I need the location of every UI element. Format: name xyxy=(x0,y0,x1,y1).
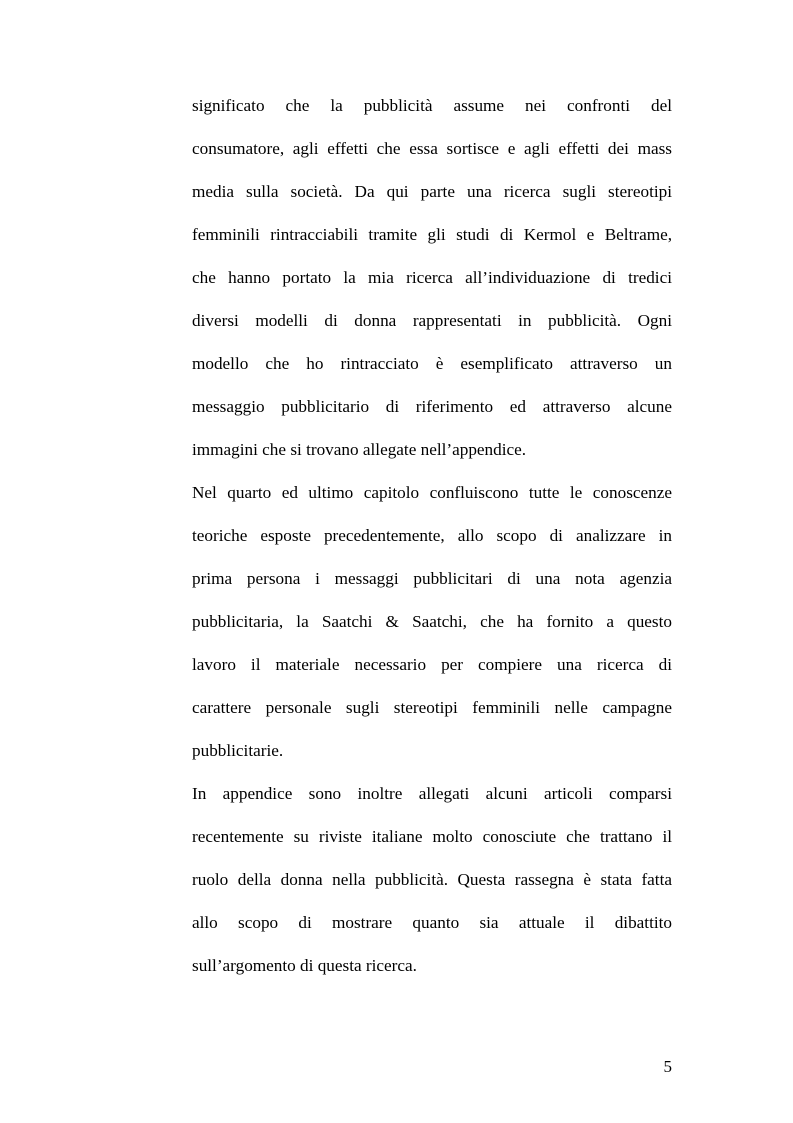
text-line: In appendice sono inoltre allegati alcuni articoli comparsi xyxy=(192,784,672,803)
text-line: diversi modelli di donna rappresentati in pubblicità. Ogni xyxy=(192,311,672,330)
text-line: teoriche esposte precedentemente, allo scopo di analizzare in xyxy=(192,526,672,545)
text-line: modello che ho rintracciato è esemplificato attraverso un xyxy=(192,354,672,373)
text-line: media sulla società. Da qui parte una ricerca sugli stereotipi xyxy=(192,182,672,201)
text-line: ruolo della donna nella pubblicità. Questa rassegna è stata fatta xyxy=(192,870,672,889)
text-line: lavoro il materiale necessario per compiere una ricerca di xyxy=(192,655,672,674)
text-line: che hanno portato la mia ricerca all’individuazione di tredici xyxy=(192,268,672,287)
text-line: messaggio pubblicitario di riferimento ed attraverso alcune xyxy=(192,397,672,416)
text-line: pubblicitarie. xyxy=(192,741,284,760)
text-line: carattere personale sugli stereotipi femminili nelle campagne xyxy=(192,698,672,717)
text-line: allo scopo di mostrare quanto sia attuale il dibattito xyxy=(192,913,672,932)
text-line: sull’argomento di questa ricerca. xyxy=(192,956,417,975)
text-line: femminili rintracciabili tramite gli studi di Kermol e Beltrame, xyxy=(192,225,672,244)
text-line: pubblicitaria, la Saatchi & Saatchi, che ha fornito a questo xyxy=(192,612,672,631)
text-line: recentemente su riviste italiane molto conosciute che trattano il xyxy=(192,827,672,846)
text-line: prima persona i messaggi pubblicitari di una nota agenzia xyxy=(192,569,672,588)
page-number: 5 xyxy=(663,1057,672,1076)
text-line: Nel quarto ed ultimo capitolo confluiscono tutte le conoscenze xyxy=(192,483,672,502)
text-line: immagini che si trovano allegate nell’appendice. xyxy=(192,440,527,459)
body-text xyxy=(192,88,672,991)
text-line: significato che la pubblicità assume nei confronti del xyxy=(192,96,672,115)
text-line: consumatore, agli effetti che essa sortisce e agli effetti dei mass xyxy=(192,139,672,158)
